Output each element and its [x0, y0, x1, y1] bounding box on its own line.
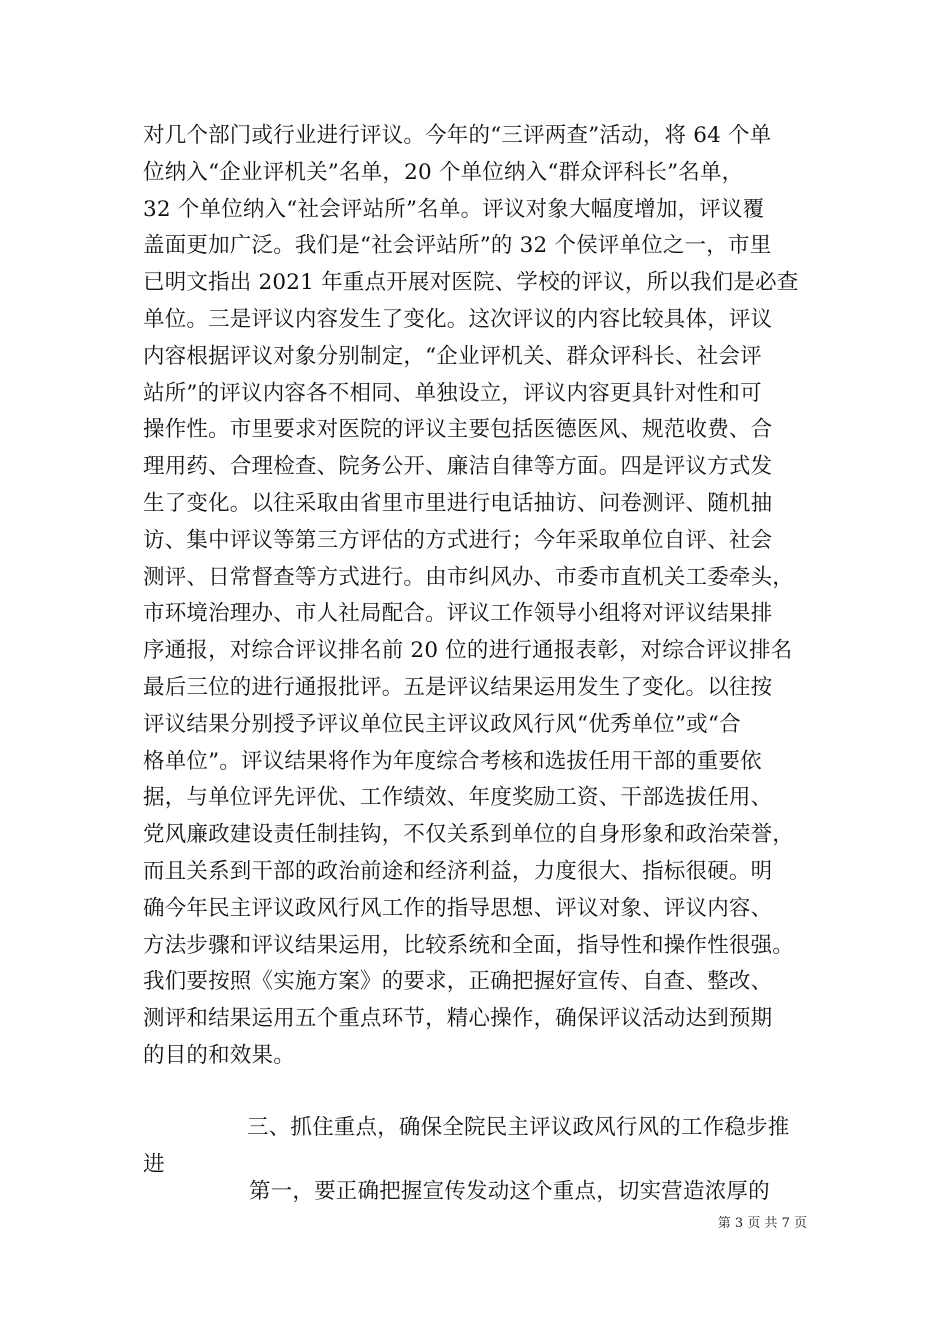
section-heading-line-1: 三、抓住重点，确保全院民主评议政风行风的工作稳步推 — [247, 1115, 790, 1140]
text-line: 单位。三是评议内容发生了变化。这次评议的内容比较具体，评议 — [143, 306, 773, 332]
text-line: 评议结果分别授予评议单位民主评议政风行风“优秀单位”或“合 — [143, 711, 741, 737]
text-line: 党风廉政建设责任制挂钩，不仅关系到单位的自身形象和政治荣誉， — [143, 822, 795, 848]
text-line: 我们要按照《实施方案》的要求，正确把握好宣传、自查、整改、 — [143, 969, 773, 995]
next-paragraph-line: 第一，要正确把握宣传发动这个重点，切实营造浓厚的 — [249, 1179, 770, 1204]
text-line: 操作性。市里要求对医院的评议主要包括医德医风、规范收费、合 — [143, 417, 773, 443]
text-line: 的目的和效果。 — [143, 1042, 295, 1068]
text-line: 位纳入“企业评机关”名单，20 个单位纳入“群众评科长”名单， — [143, 159, 744, 185]
text-line: 测评、日常督查等方式进行。由市纠风办、市委市直机关工委牵头， — [143, 564, 795, 590]
text-line: 访、集中评议等第三方评估的方式进行；今年采取单位自评、社会 — [143, 527, 773, 553]
text-line: 内容根据评议对象分别制定，“企业评机关、群众评科长、社会评 — [143, 343, 762, 369]
text-line: 站所”的评议内容各不相同、单独设立，评议内容更具针对性和可 — [143, 380, 762, 406]
text-line: 市环境治理办、市人社局配合。评议工作领导小组将对评议结果排 — [143, 601, 773, 627]
next-paragraph — [143, 1174, 833, 1211]
text-line: 格单位”。评议结果将作为年度综合考核和选拔任用干部的重要依 — [143, 748, 762, 774]
section-heading-line-2: 进 — [143, 1151, 165, 1177]
text-line: 32 个单位纳入“社会评站所”名单。评议对象大幅度增加，评议覆 — [143, 196, 765, 222]
text-line: 而且关系到干部的政治前途和经济利益，力度很大、指标很硬。明 — [143, 858, 773, 884]
text-line: 已明文指出 2021 年重点开展对医院、学校的评议，所以我们是必查 — [143, 270, 799, 296]
text-line: 盖面更加广泛。我们是“社会评站所”的 32 个侯评单位之一，市里 — [143, 233, 772, 259]
text-line: 确今年民主评议政风行风工作的指导思想、评议对象、评议内容、 — [143, 895, 773, 921]
text-line: 据，与单位评先评优、工作绩效、年度奖励工资、干部选拔任用、 — [143, 785, 773, 811]
text-line: 方法步骤和评议结果运用，比较系统和全面，指导性和操作性很强。 — [143, 932, 795, 958]
body-paragraph — [143, 118, 833, 1075]
text-line: 对几个部门或行业进行评议。今年的“三评两查”活动，将 64 个单 — [143, 123, 772, 148]
text-line: 理用药、合理检查、院务公开、廉洁自律等方面。四是评议方式发 — [143, 454, 773, 480]
text-line: 最后三位的进行通报批评。五是评议结果运用发生了变化。以往按 — [143, 674, 773, 700]
text-line: 序通报，对综合评议排名前 20 位的进行通报表彰，对综合评议排名 — [143, 638, 793, 664]
text-line: 测评和结果运用五个重点环节，精心操作，确保评议活动达到预期 — [143, 1006, 773, 1032]
text-line: 生了变化。以往采取由省里市里进行电话抽访、问卷测评、随机抽 — [143, 490, 773, 516]
section-heading — [143, 1110, 833, 1184]
page-number-footer: 第 3 页 共 7 页 — [717, 1216, 807, 1231]
